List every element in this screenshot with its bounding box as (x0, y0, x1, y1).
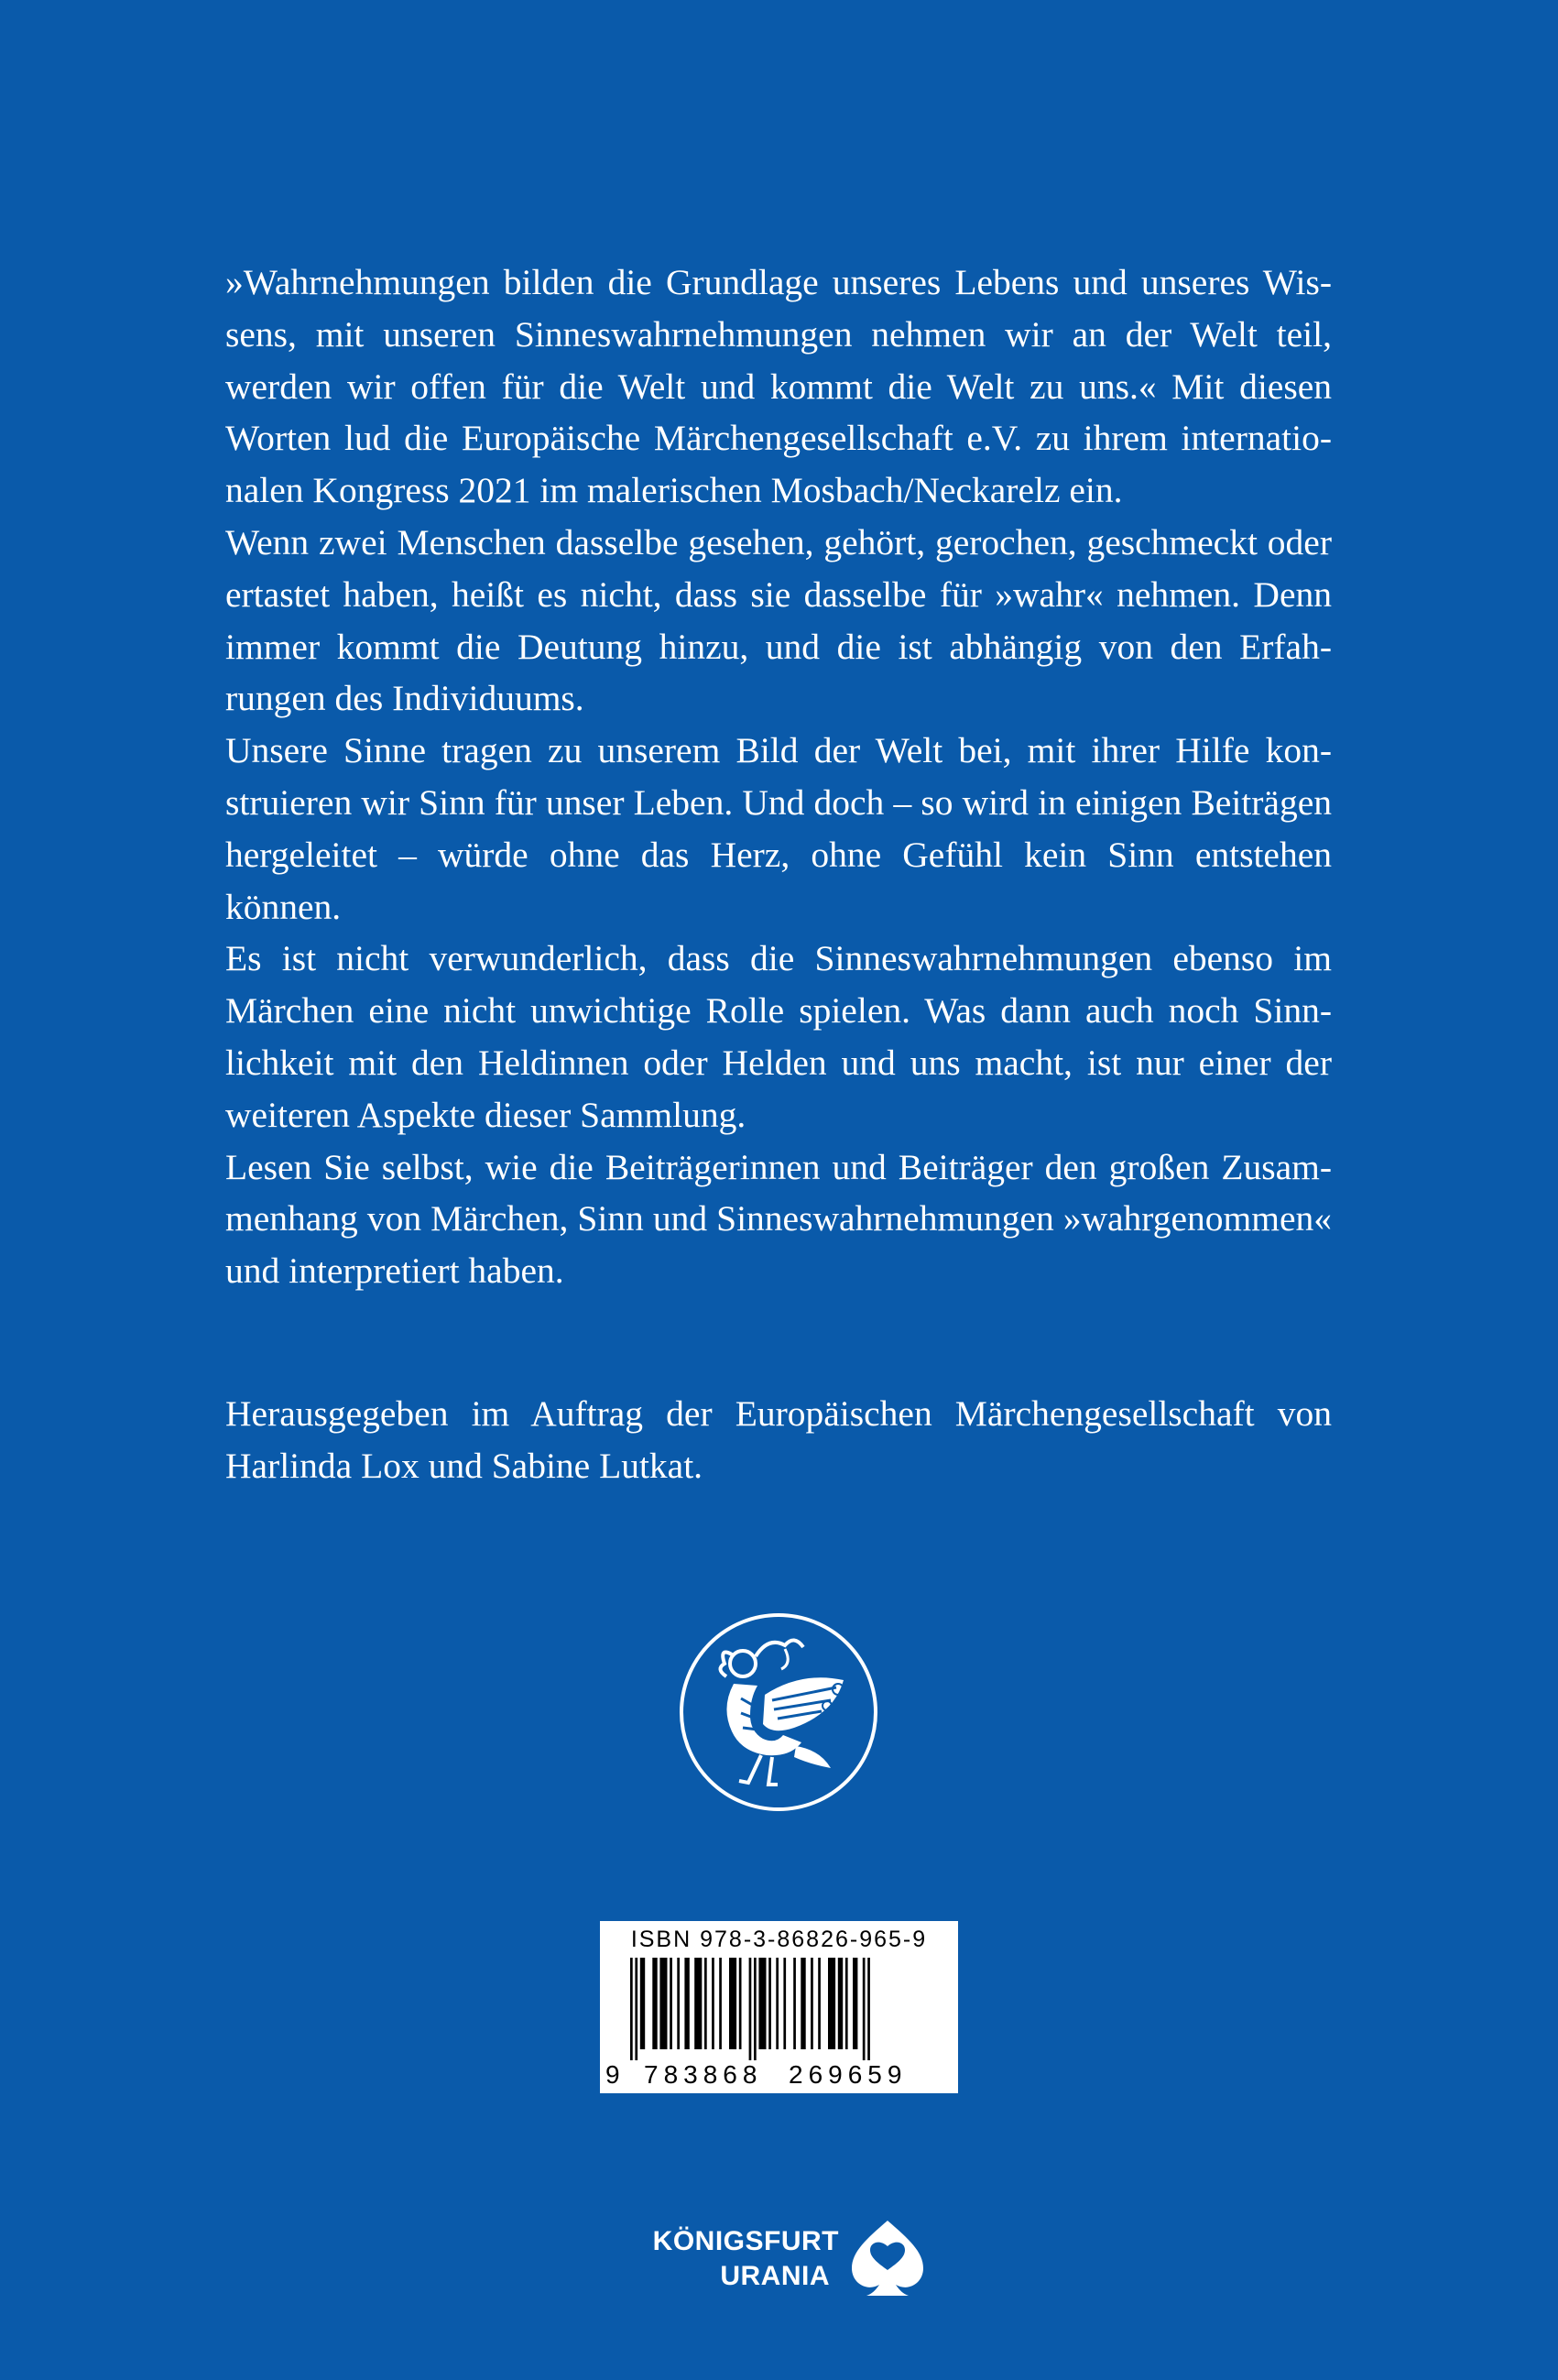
barcode-bar (630, 1958, 633, 2060)
publisher-name-line1: KÖNIGSFURT (652, 2226, 839, 2256)
ean-digits-left: 783868 (644, 2060, 763, 2089)
barcode-bar (729, 1958, 736, 2049)
blurb-paragraph: Lesen Sie selbst, wie die Beiträgerinnen und Beiträger den großen Zusammenhang von Märchen, Sinn und Sinneswahrnehmungen »wahrgenommen« und interpretiert haben. (225, 1146, 1332, 1292)
barcode-bar (670, 1958, 672, 2049)
heart-spade-logo-icon (848, 2217, 927, 2299)
blurb-text (225, 257, 1332, 1297)
barcode-bar (811, 1958, 813, 2049)
barcode-bars (630, 1958, 932, 2060)
barcode-bar (845, 1958, 848, 2049)
barcode-bar (758, 1958, 766, 2049)
barcode-bar (801, 1958, 805, 2049)
barcode-bar (828, 1958, 835, 2049)
barcode-bar (659, 1958, 667, 2049)
barcode-bar (754, 1958, 757, 2060)
barcode-bar (863, 1958, 866, 2060)
publisher-logo (614, 2199, 943, 2309)
blurb-paragraph: »Wahrnehmungen bilden die Grundlage unseres Lebens und unseres Wissens, mit unseren Sinneswahrnehmungen nehmen wir an der Welt teil, werden wir offen für die Welt und kommt die Welt zu uns.« Mit diesen Worten lud die Europäische Märchengesellschaft e.V. zu ihrem internationalen Kongress 2021 im malerischen Mosbach/Neckarelz ein. (225, 262, 1332, 511)
barcode-bar (712, 1958, 714, 2049)
barcode-bar (640, 1958, 645, 2049)
barcode-bar (838, 1958, 843, 2049)
barcode-bar (739, 1958, 742, 2049)
barcode-bar (677, 1958, 680, 2049)
barcode-bar (793, 1958, 796, 2049)
blurb-paragraph: Unsere Sinne tragen zu unserem Bild der Welt bei, mit ihrer Hilfe konstruieren wir Sinn für unser Leben. Und doch – so wird in einigen Beiträgen hergeleitet – würde ohne das Herz, ohne Gefühl kein Sinn entstehen können. (225, 730, 1332, 927)
harpy-bird-emblem-icon (677, 1610, 880, 1814)
barcode-bar (867, 1958, 870, 2060)
barcode-bar (818, 1958, 821, 2049)
barcode-bar (704, 1958, 707, 2049)
ean-digit-first: 9 (605, 2060, 620, 2089)
editors-note (225, 1388, 1332, 1492)
barcode-bar (684, 1958, 689, 2049)
isbn-label: ISBN 978-3-86826-965-9 (630, 1927, 928, 1952)
barcode-bar (749, 1958, 752, 2060)
barcode-bar (783, 1958, 786, 2049)
barcode-bar (768, 1958, 771, 2049)
barcode-bar (694, 1958, 702, 2049)
ean-digits-right: 269659 (789, 2060, 908, 2089)
barcode-bar (853, 1958, 857, 2049)
blurb-paragraph: Es ist nicht verwunderlich, dass die Sinneswahrnehmungen ebenso im Märchen eine nicht unwichtige Rolle spielen. Was dann auch noch Sinnlichkeit mit den Heldinnen oder Helden und uns macht, ist nur einer der weiteren Aspekte dieser Sammlung. (225, 938, 1332, 1135)
editors-text: Herausgegeben im Auftrag der Europäischen Märchengesellschaft von Harlinda Lox und Sabine Lutkat. (225, 1393, 1332, 1486)
publisher-name-line2: URANIA (720, 2261, 830, 2291)
blurb-paragraph: Wenn zwei Menschen dasselbe gesehen, gehört, gerochen, geschmeckt oder ertastet haben, heißt es nicht, dass sie dasselbe für »wahr« nehmen. Denn immer kommt die Deutung hinzu, und die ist abhängig von den Erfahrungen des Individuums. (225, 521, 1332, 719)
barcode-bar (719, 1958, 722, 2049)
barcode-bar (776, 1958, 779, 2049)
barcode-bar (635, 1958, 637, 2060)
barcode-bar (652, 1958, 657, 2049)
isbn-barcode (600, 1921, 958, 2093)
